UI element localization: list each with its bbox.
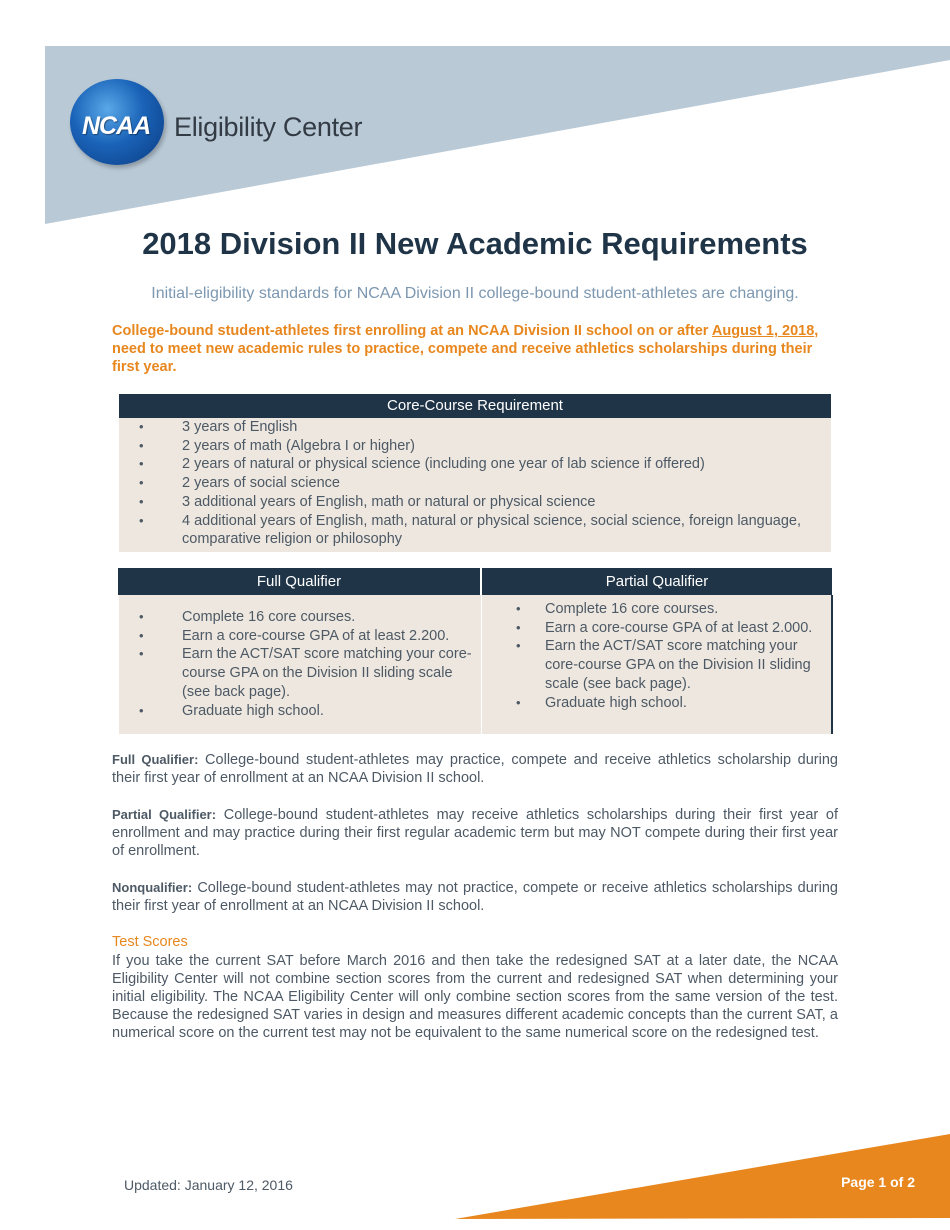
notice-text-before: College-bound student-athletes first enrolling at an NCAA Division II school on or after [112,323,712,339]
list-item: • 3 additional years of English, math or natural or physical science [119,493,831,512]
list-item: • Earn the ACT/SAT score matching your core-course GPA on the Division II sliding scale (see back page). [119,645,481,701]
definition-label: Partial Qualifier: [112,807,217,822]
logo-text: Eligibility Center [174,112,363,142]
list-item: • Complete 16 core courses. [482,600,831,619]
full-qualifier-heading: Full Qualifier [118,568,480,595]
core-course-heading: Core-Course Requirement [119,394,831,418]
ncaa-logo-mark: NCAA [82,112,151,140]
nonqualifier-definition [112,879,838,915]
list-item: • Graduate high school. [119,702,481,721]
list-item: • 2 years of natural or physical science (including one year of lab science if offered) [119,455,831,474]
full-qualifier-cell [119,595,481,734]
list-item: • 2 years of math (Algebra I or higher) [119,437,831,456]
list-item: • Earn a core-course GPA of at least 2.200. [119,627,481,646]
enrollment-notice [112,322,824,376]
partial-qualifier-definition [112,806,838,860]
definition-text: College-bound student-athletes may practice, compete and receive athletics scholarship during their first year of enrollment at an NCAA Division II school. [112,752,838,786]
page-number: Page 1 of 2 [841,1174,915,1190]
updated-date: Updated: January 12, 2016 [124,1177,293,1193]
list-item: • 4 additional years of English, math, natural or physical science, social science, foreign language, comparative religion or philosophy [119,512,831,549]
definition-text: College-bound student-athletes may receive athletics scholarships during their first year of enrollment and may practice during their first regular academic term but may NOT compete during their first year of enrollment. [112,807,838,859]
footer-band [0,1120,950,1230]
qualifier-table [118,568,832,734]
definition-label: Full Qualifier: [112,752,199,767]
page-title: 2018 Division II New Academic Requirements [142,226,808,261]
page-subtitle: Initial-eligibility standards for NCAA Division II college-bound student-athletes are changing. [151,285,799,302]
list-item: • 3 years of English [119,418,831,437]
full-qualifier-definition [112,751,838,787]
list-item: • Earn the ACT/SAT score matching your core-course GPA on the Division II sliding scale (see back page). [482,637,831,693]
list-item: • Graduate high school. [482,694,831,713]
test-scores-heading: Test Scores [112,934,188,950]
list-item: • Earn a core-course GPA of at least 2.000. [482,619,831,638]
list-item: • Complete 16 core courses. [119,608,481,627]
partial-qualifier-cell [482,595,833,734]
full-qualifier-list [119,595,481,720]
definition-label: Nonqualifier: [112,880,193,895]
notice-text-after: , need to meet new academic rules to practice, compete and receive athletics scholarships during their first year. [112,323,819,375]
partial-qualifier-list [482,595,831,712]
definition-text: College-bound student-athletes may not practice, compete or receive athletics scholarships during their first year of enrollment at an NCAA Division II school. [112,880,838,914]
test-scores-text: If you take the current SAT before March 2016 and then take the redesigned SAT at a later date, the NCAA Eligibility Center will not combine section scores from the current and redesigned SAT when determining your initial eligibility. The NCAA Eligibility Center will only combine section scores from the same version of the test. Because the redesigned SAT varies in design and measures different academic concepts than the current SAT, a numerical score on the current test may not be equivalent to the same numerical score on the redesigned test. [112,953,838,1041]
core-course-panel [119,394,831,552]
list-item: • 2 years of social science [119,474,831,493]
partial-qualifier-heading: Partial Qualifier [482,568,832,595]
core-course-list [119,418,831,549]
notice-date: August 1, 2018 [711,323,815,339]
